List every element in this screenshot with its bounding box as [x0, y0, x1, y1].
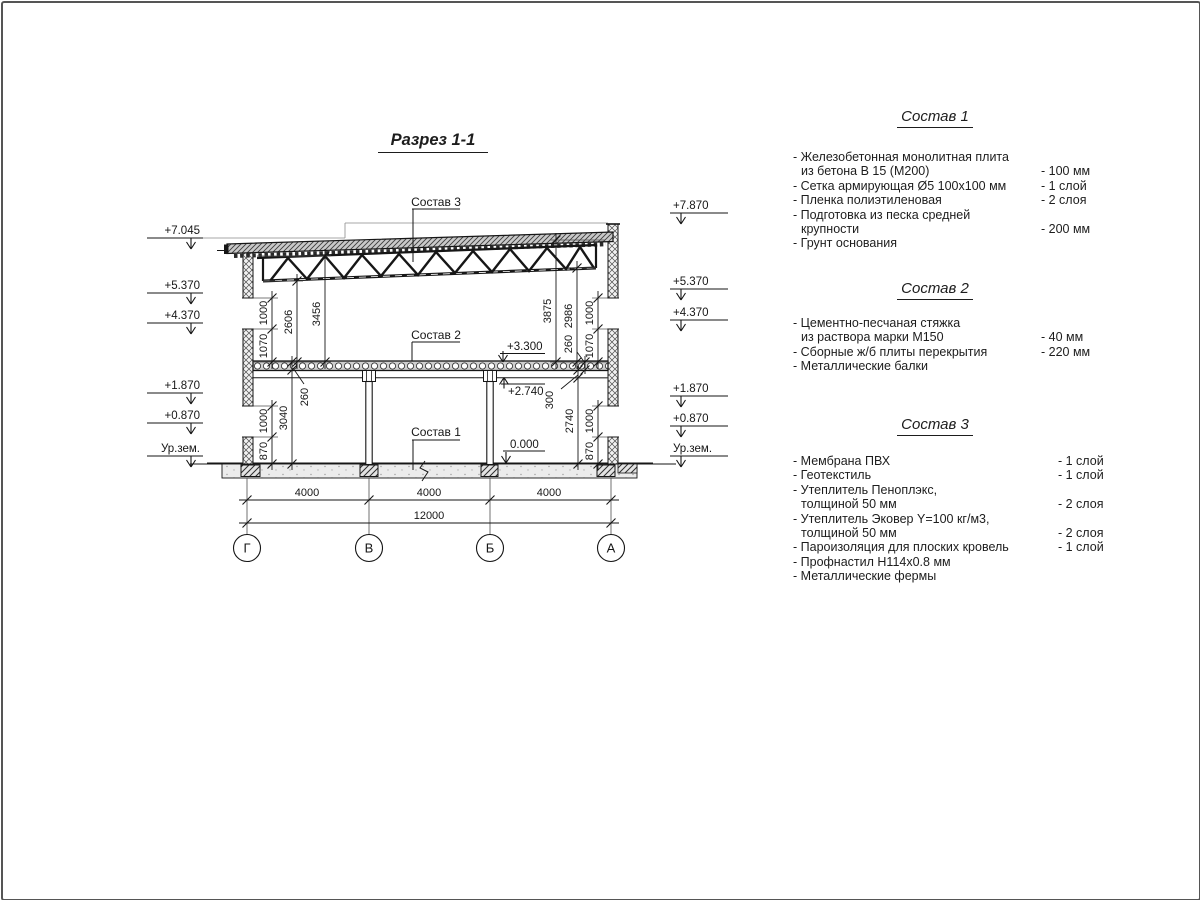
elevation-arrow-icon: [187, 323, 196, 334]
axis-bubbles: [234, 535, 625, 562]
columns: [363, 371, 497, 465]
elevation-arrow-icon: [677, 456, 686, 467]
spec1-list: [793, 150, 1123, 251]
spec-item: - Утеплитель Эковер Y=100 кг/м3,: [793, 511, 990, 526]
elevation-marks-left: [147, 225, 203, 467]
spec-item: - Грунт основания: [793, 236, 898, 251]
mark-beam-bottom: +2.740: [508, 386, 544, 398]
label-slab-layers: Состав 2: [411, 328, 461, 342]
svg-text:1070: 1070: [584, 333, 596, 359]
dim-slab-260: 260: [563, 334, 575, 354]
svg-text:1000: 1000: [258, 300, 270, 326]
dim-span-2: 4000: [416, 487, 442, 499]
svg-text:1070: 1070: [258, 333, 270, 359]
dim-span-3: 4000: [536, 487, 562, 499]
right-wall: [606, 224, 620, 464]
right-lower-window: [607, 406, 619, 437]
spec-item: - Пленка полиэтиленовая - 2 слоя: [793, 193, 1087, 208]
svg-text:2606: 2606: [283, 309, 295, 335]
svg-text:1000: 1000: [584, 408, 596, 434]
spec-item: - Сборные ж/б плиты перекрытия - 220 мм: [793, 344, 1091, 359]
dims-bottom: [239, 478, 619, 535]
svg-text:3456: 3456: [311, 301, 323, 327]
svg-text:3040: 3040: [278, 405, 290, 431]
svg-text:870: 870: [258, 441, 270, 461]
section-title: Разрез 1-1: [378, 131, 488, 153]
spec-item: - Железобетонная монолитная плита: [793, 150, 1009, 164]
elevation-arrow-icon: [187, 456, 196, 467]
svg-text:+0.870: +0.870: [673, 413, 709, 425]
svg-text:Ур.зем.: Ур.зем.: [160, 443, 200, 455]
svg-text:2740: 2740: [564, 408, 576, 434]
left-wall: [242, 253, 254, 464]
elevation-arrow-icon: [187, 423, 196, 434]
column-capital: [363, 371, 376, 382]
eave-end: [224, 245, 229, 255]
spec-item: толщиной 50 мм - 2 слоя: [801, 497, 1104, 512]
spec-item: - Цементно-песчаная стяжка: [793, 316, 961, 330]
mark-floor-zero: 0.000: [510, 439, 539, 451]
svg-text:2986: 2986: [563, 303, 575, 329]
svg-text:870: 870: [584, 441, 596, 461]
layer-labels: [411, 195, 461, 470]
elevation-arrow-icon: [677, 396, 686, 407]
svg-text:1000: 1000: [258, 408, 270, 434]
spec-item: - Утеплитель Пеноплэкс,: [793, 482, 938, 497]
svg-text:+1.870: +1.870: [673, 383, 709, 395]
elevation-arrow-icon: [187, 293, 196, 304]
spec1-title: Состав 1: [780, 108, 1090, 125]
elevation-arrow-icon: [677, 213, 686, 224]
elevation-marks-right: [670, 200, 728, 467]
left-lower-window: [242, 406, 254, 437]
svg-text:+7.870: +7.870: [673, 200, 709, 212]
column-capital: [484, 371, 497, 382]
spec-item: - Мембрана ПВХ - 1 слой: [793, 454, 1104, 468]
spec-item: - Профнастил Н114х0.8 мм: [793, 554, 951, 569]
elevation-arrow-icon: [677, 320, 686, 331]
spec-item: - Металлические балки: [793, 359, 928, 374]
svg-text:3875: 3875: [542, 298, 554, 324]
spec-item: - Сетка армирующая Ø5 100х100 мм - 1 слой: [793, 178, 1087, 193]
axis-A: А: [606, 540, 616, 556]
spec2-title: Состав 2: [780, 280, 1090, 297]
right-upper-window: [607, 298, 619, 329]
spec-item: - Пароизоляция для плоских кровель - 1 слой: [793, 540, 1104, 555]
elevation-arrow-icon: [677, 289, 686, 300]
dim-span-1: 4000: [294, 487, 320, 499]
column-Б-axis: [487, 382, 493, 465]
axis-V: В: [364, 540, 374, 556]
spec3-list: [793, 454, 1123, 584]
spec-item: - Подготовка из песка средней: [793, 207, 971, 222]
spec-item: - Металлические фермы: [793, 569, 937, 584]
svg-text:+1.870: +1.870: [164, 380, 200, 392]
svg-text:+0.870: +0.870: [164, 410, 200, 422]
elevation-arrow-icon: [502, 452, 511, 463]
elevation-arrow-icon: [187, 238, 196, 249]
svg-text:+5.370: +5.370: [164, 280, 200, 292]
label-roof-layers: Состав 3: [411, 195, 461, 209]
axis-B: Б: [485, 540, 495, 556]
dim-total: 12000: [413, 510, 445, 522]
spec-item: крупности - 200 мм: [801, 222, 1091, 237]
mark-slab-top: +3.300: [507, 341, 543, 353]
svg-text:+5.370: +5.370: [673, 276, 709, 288]
spec-item: из раствора марки М150 - 40 мм: [801, 330, 1084, 345]
label-floor-layers: Состав 1: [411, 425, 461, 439]
floor-slab: [222, 461, 637, 481]
axis-G: Г: [243, 540, 251, 556]
svg-text:+4.370: +4.370: [164, 310, 200, 322]
dim-beam-300: 300: [544, 390, 556, 410]
svg-text:+7.045: +7.045: [164, 225, 200, 237]
spec3-title: Состав 3: [780, 416, 1090, 433]
left-upper-window: [242, 298, 254, 329]
spec-item: из бетона В 15 (М200) - 100 мм: [801, 164, 1091, 179]
column-B-axis: [366, 382, 372, 465]
spec2-list: [793, 316, 1123, 374]
elevation-marks-inner: [499, 341, 546, 463]
dim-slab-260: 260: [299, 387, 311, 407]
spec-item: толщиной 50 мм - 2 слоя: [801, 526, 1104, 541]
elevation-arrow-icon: [187, 393, 196, 404]
svg-text:1000: 1000: [584, 300, 596, 326]
svg-text:+4.370: +4.370: [673, 307, 709, 319]
elevation-arrow-icon: [677, 426, 686, 437]
spec-item: - Геотекстиль - 1 слой: [793, 468, 1104, 483]
svg-text:Ур.зем.: Ур.зем.: [673, 443, 713, 455]
